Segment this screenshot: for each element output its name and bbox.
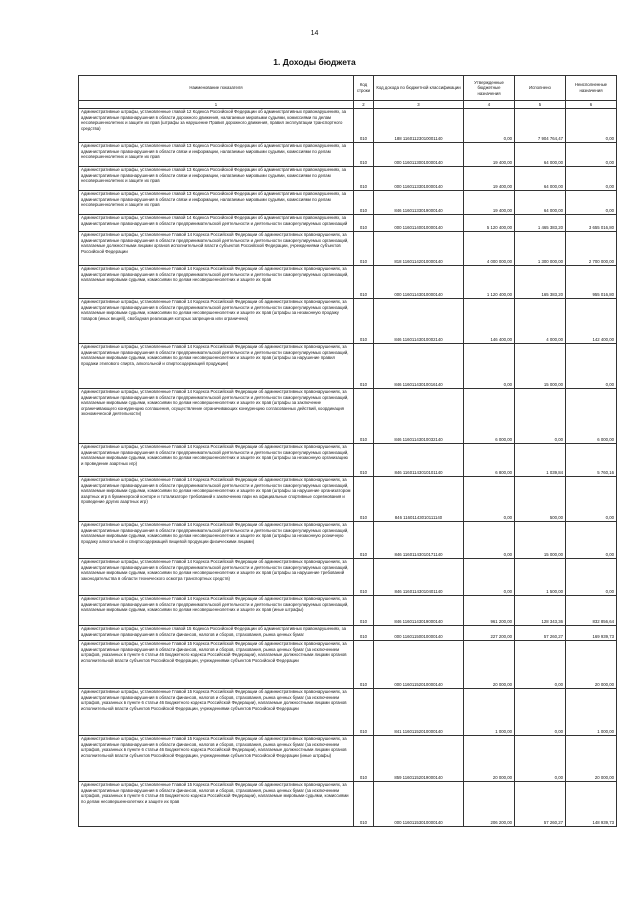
row-approved-amount: 0,00 bbox=[464, 109, 515, 143]
row-name: Административные штрафы, установленные Главой 15 Кодекса Российской Федерации об административных правонарушениях, за административные правонарушения в области финансов, налогов и сборов, страхования, рынка ценных бумаг (за исключением штрафов, указанных в пункте 6 статьи 46 Бюджетного кодекса Российской Федерации), налагаемые мировыми судьями, комиссиями по делам несовершеннолетних и защите их прав bbox=[79, 782, 354, 827]
table-row bbox=[79, 143, 617, 167]
row-remaining-amount: 2 700 000,00 bbox=[566, 232, 617, 266]
row-name: Административные штрафы, установленные Главой 14 Кодекса Российской Федерации об административных правонарушениях, за административные правонарушения в области предпринимательской деятельности и деятельности саморегулируемых организаций, налагаемые мировыми судьями, комиссиями по делам несовершеннолетних и защите их прав (штрафы за нарушение правил продажи этилового спирта, алкогольной и спиртосодержащей продукции) bbox=[79, 344, 354, 389]
row-remaining-amount: 0,00 bbox=[566, 522, 617, 559]
row-code: 010 bbox=[354, 266, 374, 299]
row-name: Административные штрафы, установленные главой 13 Кодекса Российской Федерации об административных правонарушениях, за административные правонарушения в области связи и информации, налагаемые мировыми судьями, комиссиями по делам несовершеннолетних и защите их прав bbox=[79, 191, 354, 215]
table-row bbox=[79, 736, 617, 782]
row-executed-amount: 7 904 764,47 bbox=[515, 109, 566, 143]
row-remaining-amount: 0,00 bbox=[566, 109, 617, 143]
row-code: 010 bbox=[354, 143, 374, 167]
header-classification: Код дохода по бюджетной классификации bbox=[374, 76, 464, 101]
row-remaining-amount: 20 000,00 bbox=[566, 736, 617, 782]
table-row bbox=[79, 191, 617, 215]
row-remaining-amount: 6 000,00 bbox=[566, 389, 617, 444]
row-approved-amount: 1 000,00 bbox=[464, 689, 515, 736]
row-approved-amount: 20 000,00 bbox=[464, 736, 515, 782]
row-classification-code: 846 11601143010111140 bbox=[374, 477, 464, 522]
row-classification-code: 846 11601133019000140 bbox=[374, 191, 464, 215]
row-code: 010 bbox=[354, 477, 374, 522]
row-approved-amount: 0,00 bbox=[464, 522, 515, 559]
row-code: 010 bbox=[354, 389, 374, 444]
row-code: 010 bbox=[354, 736, 374, 782]
page-number: 14 bbox=[310, 30, 319, 37]
row-classification-code: 846 11601143010171140 bbox=[374, 522, 464, 559]
table-row bbox=[79, 167, 617, 191]
row-name: Административные штрафы, установленные главой 15 Кодекса Российской Федерации об административных правонарушениях, за административные правонарушения в области финансов, налогов и сборов, страхования, рынка ценных бумаг bbox=[79, 626, 354, 641]
row-remaining-amount: 0,00 bbox=[566, 143, 617, 167]
row-classification-code: 846 11601143010002140 bbox=[374, 299, 464, 344]
column-number: 4 bbox=[464, 101, 515, 109]
row-approved-amount: 4 000 000,00 bbox=[464, 232, 515, 266]
row-approved-amount: 1 120 400,00 bbox=[464, 266, 515, 299]
row-executed-amount: 0,00 bbox=[515, 641, 566, 689]
row-approved-amount: 19 400,00 bbox=[464, 191, 515, 215]
table-row bbox=[79, 232, 617, 266]
row-classification-code: 000 11601130010000140 bbox=[374, 143, 464, 167]
row-approved-amount: 6 000,00 bbox=[464, 389, 515, 444]
row-name: Административные штрафы, установленные главой 13 Кодекса Российской Федерации об административных правонарушениях, за административные правонарушения в области связи и информации, налагаемые мировыми судьями, комиссиями по делам несовершеннолетних и защите их прав bbox=[79, 143, 354, 167]
row-name: Административные штрафы, установленные Главой 15 Кодекса Российской Федерации об административных правонарушениях, за административные правонарушения в области финансов, налогов и сборов, страхования, рынка ценных бумаг (за исключением штрафов, указанных в пункте 6 статьи 46 Бюджетного кодекса Российской Федерации), налагаемые должностными лицами органов исполнительной власти субъектов Российской Федерации, учреждениями субъектов Российской Федерации (иные штрафы) bbox=[79, 736, 354, 782]
row-approved-amount: 19 400,00 bbox=[464, 143, 515, 167]
row-executed-amount: 0,00 bbox=[515, 689, 566, 736]
table-row bbox=[79, 689, 617, 736]
row-classification-code: 846 11601143010032140 bbox=[374, 389, 464, 444]
table-row bbox=[79, 344, 617, 389]
row-executed-amount: 1 039,84 bbox=[515, 444, 566, 477]
row-classification-code: 846 11601143010016140 bbox=[374, 344, 464, 389]
row-remaining-amount: 832 856,64 bbox=[566, 596, 617, 626]
row-classification-code: 818 11601142010000140 bbox=[374, 232, 464, 266]
header-remaining: Неисполненные назначения bbox=[566, 76, 617, 101]
table-body bbox=[79, 109, 617, 827]
table-row bbox=[79, 389, 617, 444]
row-name: Административные штрафы, установленные Главой 15 Кодекса Российской Федерации об административных правонарушениях, за административные правонарушения в области финансов, налогов и сборов, страхования, рынка ценных бумаг (за исключением штрафов, указанных в пункте 6 статьи 46 Бюджетного кодекса Российской Федерации), налагаемые должностными лицами органов исполнительной власти субъектов Российской Федерации, учреждениями субъектов Российской Федерации bbox=[79, 689, 354, 736]
row-classification-code: 188 11601123010001140 bbox=[374, 109, 464, 143]
column-number: 1 bbox=[79, 101, 354, 109]
row-executed-amount: 64 000,00 bbox=[515, 191, 566, 215]
row-name: Административные штрафы, установленные Главой 14 Кодекса Российской Федерации об административных правонарушениях, за административные правонарушения в области предпринимательской деятельности и деятельности саморегулируемых организаций, налагаемые мировыми судьями, комиссиями по делам несовершеннолетних и защите их прав (штрафы за нарушение требований законодательства в области технического осмотра транспортных средств) bbox=[79, 559, 354, 596]
row-executed-amount: 1 465 383,20 bbox=[515, 215, 566, 232]
row-classification-code: 000 11601140010000140 bbox=[374, 215, 464, 232]
row-remaining-amount: 0,00 bbox=[566, 191, 617, 215]
table-row bbox=[79, 559, 617, 596]
section-title: 1. Доходы бюджета bbox=[273, 57, 356, 67]
row-code: 010 bbox=[354, 641, 374, 689]
row-remaining-amount: 1 000,00 bbox=[566, 689, 617, 736]
row-classification-code: 846 11601143010401140 bbox=[374, 559, 464, 596]
row-name: Административные штрафы, установленные Главой 14 Кодекса Российской Федерации об административных правонарушениях, за административные правонарушения в области предпринимательской деятельности и деятельности саморегулируемых организаций, налагаемые должностными лицами органов исполнительной власти субъектов Российской Федерации, учреждениями субъектов Российской Федерации bbox=[79, 232, 354, 266]
table-row bbox=[79, 215, 617, 232]
row-code: 010 bbox=[354, 215, 374, 232]
row-classification-code: 841 11601152010000140 bbox=[374, 689, 464, 736]
row-approved-amount: 6 800,00 bbox=[464, 444, 515, 477]
row-approved-amount: 5 120 400,00 bbox=[464, 215, 515, 232]
table-row bbox=[79, 596, 617, 626]
row-remaining-amount: 3 655 016,80 bbox=[566, 215, 617, 232]
row-executed-amount: 64 000,00 bbox=[515, 143, 566, 167]
header-name: Наименование показателя bbox=[79, 76, 354, 101]
table-row bbox=[79, 641, 617, 689]
header-approved: Утвержденные бюджетные назначения bbox=[464, 76, 515, 101]
row-code: 010 bbox=[354, 344, 374, 389]
row-code: 010 bbox=[354, 232, 374, 266]
row-classification-code: 000 11601153010000140 bbox=[374, 782, 464, 827]
row-name: Административные штрафы, установленные Главой 14 Кодекса Российской Федерации об административных правонарушениях, за административные правонарушения в области предпринимательской деятельности и деятельности саморегулируемых организаций, налагаемые мировыми судьями, комиссиями по делам несовершеннолетних и защите их прав (штрафы за заключение ограничивающего конкуренцию соглашения, осуществление ограничивающих конкуренцию согласованных действий, координация экономической деятельности) bbox=[79, 389, 354, 444]
row-classification-code: 000 11601152010000140 bbox=[374, 641, 464, 689]
row-code: 010 bbox=[354, 782, 374, 827]
row-executed-amount: 0,00 bbox=[515, 389, 566, 444]
row-code: 010 bbox=[354, 559, 374, 596]
row-remaining-amount: 5 760,16 bbox=[566, 444, 617, 477]
row-executed-amount: 500,00 bbox=[515, 477, 566, 522]
row-remaining-amount: 0,00 bbox=[566, 477, 617, 522]
row-executed-amount: 1 500,00 bbox=[515, 559, 566, 596]
header-executed: Исполнено bbox=[515, 76, 566, 101]
row-executed-amount: 15 000,00 bbox=[515, 344, 566, 389]
row-name: Административные штрафы, установленные Главой 14 Кодекса Российской Федерации об административных правонарушениях, за административные правонарушения в области предпринимательской деятельности и деятельности саморегулируемых организаций, налагаемые мировыми судьями, комиссиями по делам несовершеннолетних и защите их прав (иные штрафы) bbox=[79, 596, 354, 626]
row-executed-amount: 64 000,00 bbox=[515, 167, 566, 191]
row-code: 010 bbox=[354, 689, 374, 736]
row-remaining-amount: 169 939,73 bbox=[566, 626, 617, 641]
row-executed-amount: 15 000,00 bbox=[515, 522, 566, 559]
row-code: 010 bbox=[354, 167, 374, 191]
row-executed-amount: 57 260,27 bbox=[515, 626, 566, 641]
row-code: 010 bbox=[354, 109, 374, 143]
row-code: 010 bbox=[354, 444, 374, 477]
column-number: 2 bbox=[354, 101, 374, 109]
row-executed-amount: 4 000,00 bbox=[515, 299, 566, 344]
row-classification-code: 000 11601143010000140 bbox=[374, 266, 464, 299]
column-number: 5 bbox=[515, 101, 566, 109]
row-name: Административные штрафы, установленные Главой 15 Кодекса Российской Федерации об административных правонарушениях, за административные правонарушения в области финансов, налогов и сборов, страхования, рынка ценных бумаг (за исключением штрафов, указанных в пункте 6 статьи 46 Бюджетного кодекса Российской Федерации), налагаемые должностными лицами органов исполнительной власти субъектов Российской Федерации, учреждениями субъектов Российской Федерации bbox=[79, 641, 354, 689]
row-name: Административные штрафы, установленные Главой 14 Кодекса Российской Федерации об административных правонарушениях, за административные правонарушения в области предпринимательской деятельности и деятельности саморегулируемых организаций, налагаемые мировыми судьями, комиссиями по делам несовершеннолетних и защите их прав (штрафы за нарушение организатором азартных игр в букмекерской конторе и тотализаторе требований к заключению пари на официальные спортивные соревнования и проведение других азартных игр) bbox=[79, 477, 354, 522]
row-name: Административные штрафы, установленные главой 14 Кодекса Российской Федерации об административных правонарушениях, за административные правонарушения в области предпринимательской деятельности и деятельности саморегулируемых организаций bbox=[79, 215, 354, 232]
row-executed-amount: 165 383,20 bbox=[515, 266, 566, 299]
budget-income-table bbox=[78, 75, 617, 827]
row-executed-amount: 1 300 000,00 bbox=[515, 232, 566, 266]
row-remaining-amount: 0,00 bbox=[566, 167, 617, 191]
header-row bbox=[79, 76, 617, 101]
row-approved-amount: 146 400,00 bbox=[464, 299, 515, 344]
row-name: Административные штрафы, установленные Главой 14 Кодекса Российской Федерации об административных правонарушениях, за административные правонарушения в области предпринимательской деятельности и деятельности саморегулируемых организаций, налагаемые мировыми судьями, комиссиями по делам несовершеннолетних и защите их прав (штрафы за незаконную продажу товаров (иных вещей), свободная реализация которых запрещена или ограничена) bbox=[79, 299, 354, 344]
row-remaining-amount: 0,00 bbox=[566, 559, 617, 596]
table-row bbox=[79, 477, 617, 522]
row-approved-amount: 0,00 bbox=[464, 559, 515, 596]
row-remaining-amount: 955 016,80 bbox=[566, 266, 617, 299]
row-approved-amount: 227 200,00 bbox=[464, 626, 515, 641]
column-number: 3 bbox=[374, 101, 464, 109]
row-executed-amount: 0,00 bbox=[515, 736, 566, 782]
row-approved-amount: 19 400,00 bbox=[464, 167, 515, 191]
row-executed-amount: 57 260,27 bbox=[515, 782, 566, 827]
row-remaining-amount: 20 000,00 bbox=[566, 641, 617, 689]
table-row bbox=[79, 109, 617, 143]
table-row bbox=[79, 522, 617, 559]
row-remaining-amount: 0,00 bbox=[566, 344, 617, 389]
table-row bbox=[79, 626, 617, 641]
column-number-row bbox=[79, 101, 617, 109]
row-classification-code: 846 11601143010101140 bbox=[374, 444, 464, 477]
row-code: 010 bbox=[354, 299, 374, 344]
table-row bbox=[79, 266, 617, 299]
row-approved-amount: 0,00 bbox=[464, 344, 515, 389]
table-row bbox=[79, 444, 617, 477]
column-number: 6 bbox=[566, 101, 617, 109]
row-classification-code: 000 11601150010000140 bbox=[374, 626, 464, 641]
row-code: 010 bbox=[354, 626, 374, 641]
row-name: Административные штрафы, установленные Главой 14 Кодекса Российской Федерации об административных правонарушениях, за административные правонарушения в области предпринимательской деятельности и деятельности саморегулируемых организаций, налагаемые мировыми судьями, комиссиями по делам несовершеннолетних и защите их прав bbox=[79, 266, 354, 299]
row-code: 010 bbox=[354, 522, 374, 559]
row-name: Административные штрафы, установленные главой 13 Кодекса Российской Федерации об административных правонарушениях, за административные правонарушения в области связи и информации, налагаемые мировыми судьями, комиссиями по делам несовершеннолетних и защите их прав bbox=[79, 167, 354, 191]
row-code: 010 bbox=[354, 596, 374, 626]
table-row bbox=[79, 782, 617, 827]
row-name: Административные штрафы, установленные Главой 14 Кодекса Российской Федерации об административных правонарушениях, за административные правонарушения в области предпринимательской деятельности и деятельности саморегулируемых организаций, налагаемые мировыми судьями, комиссиями по делам несовершеннолетних и защите их прав (штрафы за незаконную организацию и проведение азартных игр) bbox=[79, 444, 354, 477]
row-approved-amount: 961 200,00 bbox=[464, 596, 515, 626]
row-approved-amount: 20 000,00 bbox=[464, 641, 515, 689]
row-classification-code: 846 11601143019000140 bbox=[374, 596, 464, 626]
row-classification-code: 000 11601133010000140 bbox=[374, 167, 464, 191]
row-classification-code: 859 11601152019000140 bbox=[374, 736, 464, 782]
row-approved-amount: 0,00 bbox=[464, 477, 515, 522]
row-approved-amount: 206 200,00 bbox=[464, 782, 515, 827]
row-code: 010 bbox=[354, 191, 374, 215]
table-row bbox=[79, 299, 617, 344]
row-remaining-amount: 142 400,00 bbox=[566, 299, 617, 344]
row-name: Административные штрафы, установленные главой 12 Кодекса Российской Федерации об административных правонарушениях, за административные правонарушения в области дорожного движения, налагаемые мировыми судьями, комиссиями по делам несовершеннолетних и защите их прав (штрафы за нарушение Правил дорожного движения, правил эксплуатации транспортного средства) bbox=[79, 109, 354, 143]
row-executed-amount: 128 343,36 bbox=[515, 596, 566, 626]
row-remaining-amount: 148 939,73 bbox=[566, 782, 617, 827]
row-name: Административные штрафы, установленные Главой 14 Кодекса Российской Федерации об административных правонарушениях, за административные правонарушения в области предпринимательской деятельности и деятельности саморегулируемых организаций, налагаемые мировыми судьями, комиссиями по делам несовершеннолетних и защите их прав (штрафы за незаконную розничную продажу алкогольной и спиртосодержащей пищевой продукции физическими лицами) bbox=[79, 522, 354, 559]
header-code: Код строки bbox=[354, 76, 374, 101]
